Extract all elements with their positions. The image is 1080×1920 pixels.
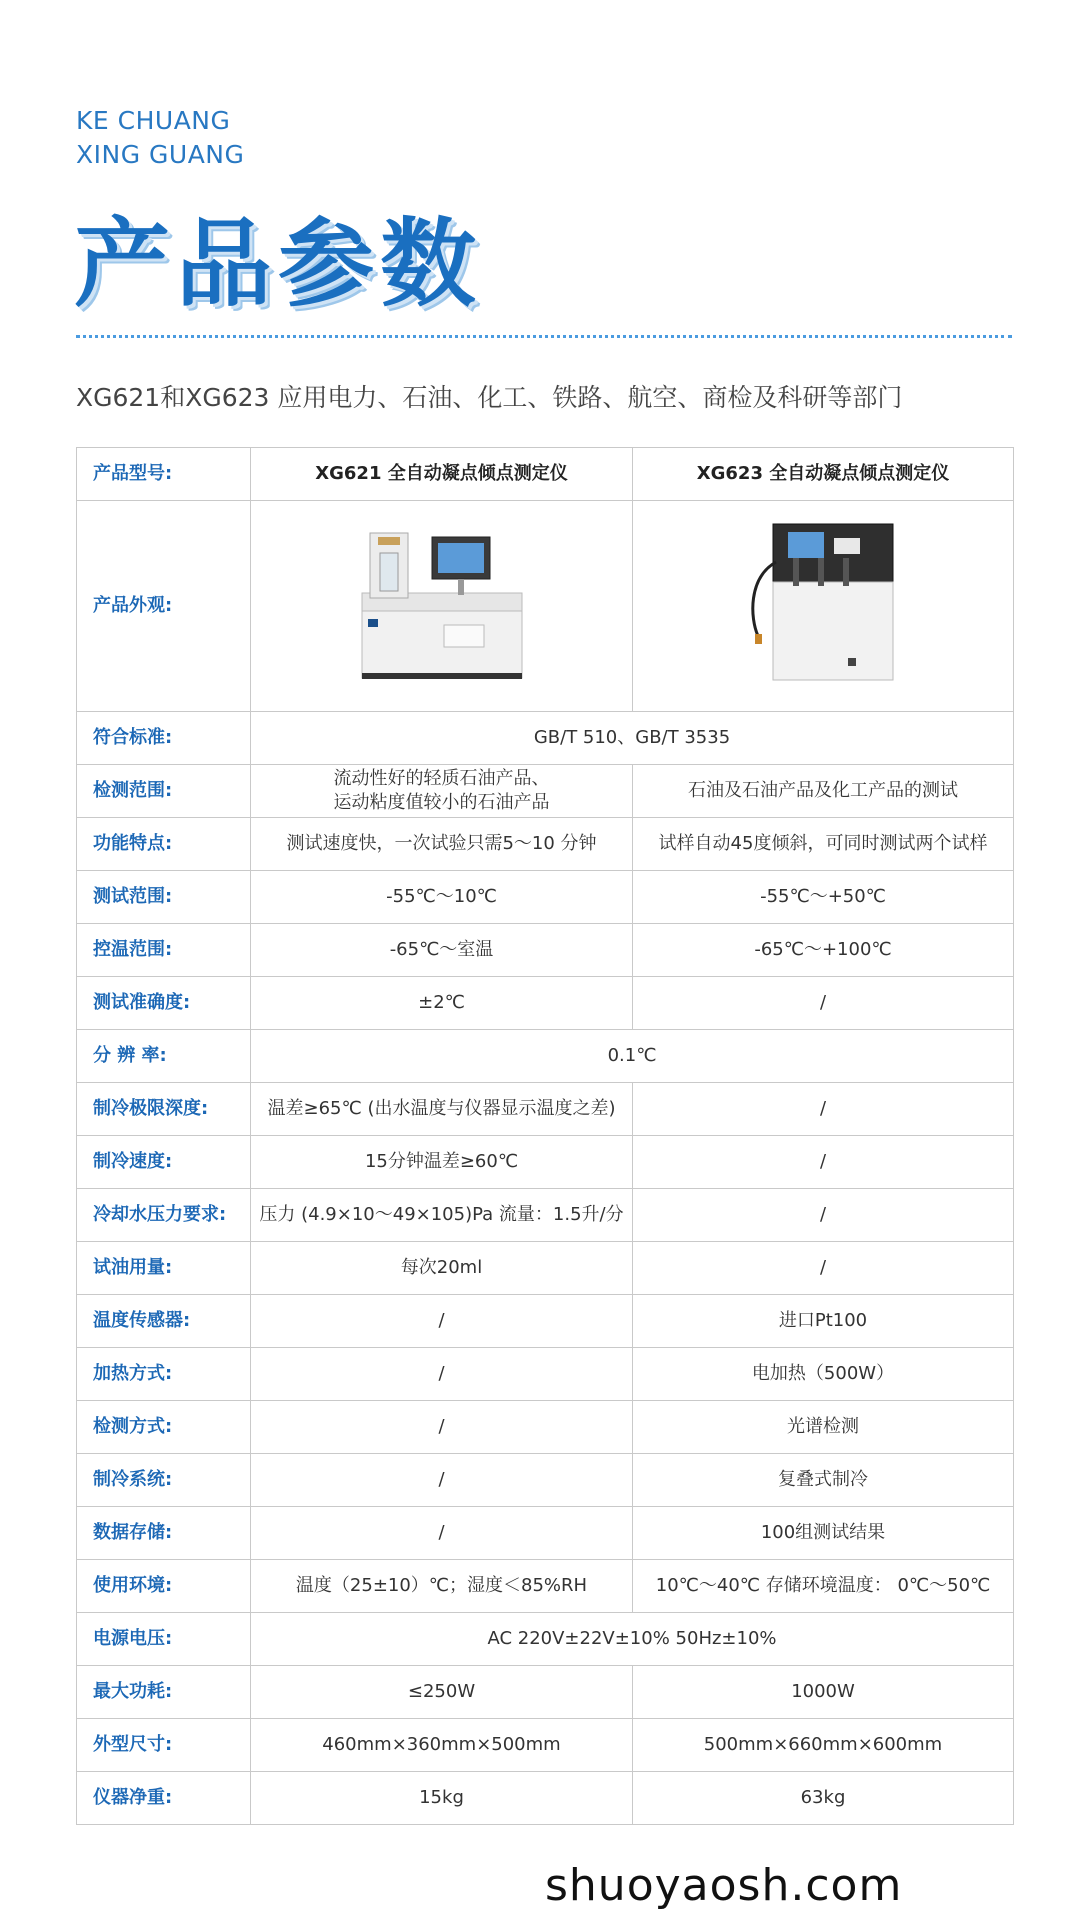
row-value-xg623: 试样自动45度倾斜，可同时测试两个试样 [633,818,1014,871]
website-watermark: shuoyaosh.com [545,1860,903,1911]
row-value-xg621: 15分钟温差≥60℃ [251,1136,633,1189]
row-label: 仪器净重: [77,1772,251,1825]
brand-line-1: KE CHUANG [76,106,231,135]
row-value-merged: 0.1℃ [251,1030,1014,1083]
brand-logo-text [76,104,244,172]
row-value-xg621: / [251,1348,633,1401]
spec-row-detection-range [77,765,1014,818]
row-value-xg623: 光谱检测 [633,1401,1014,1454]
spec-row-resolution [77,1030,1014,1083]
row-value-xg621: -55℃～10℃ [251,871,633,924]
xg623-image-cell [633,501,1014,712]
row-value-xg623: 500mm×660mm×600mm [633,1719,1014,1772]
row-value-xg621: 15kg [251,1772,633,1825]
row-value-xg621: / [251,1401,633,1454]
spec-row-weight [77,1772,1014,1825]
spec-row-temp-control [77,924,1014,977]
row-value-xg623: 100组测试结果 [633,1507,1014,1560]
spec-row-oil-usage [77,1242,1014,1295]
row-value-xg621: ±2℃ [251,977,633,1030]
row-label: 符合标准: [77,712,251,765]
row-value-xg623: / [633,1136,1014,1189]
row-value-xg623: 复叠式制冷 [633,1454,1014,1507]
row-value-merged: GB/T 510、GB/T 3535 [251,712,1014,765]
spec-row-features [77,818,1014,871]
row-label: 使用环境: [77,1560,251,1613]
row-label: 分 辨 率: [77,1030,251,1083]
spec-row-accuracy [77,977,1014,1030]
spec-row-standard [77,712,1014,765]
row-label: 检测方式: [77,1401,251,1454]
xg621-image-cell [251,501,633,712]
row-value-xg621: -65℃～室温 [251,924,633,977]
row-value-xg623: / [633,977,1014,1030]
appearance-row [77,501,1014,712]
spec-row-cooling-speed [77,1136,1014,1189]
row-label: 加热方式: [77,1348,251,1401]
spec-row-environment [77,1560,1014,1613]
spec-row-cooling-system [77,1454,1014,1507]
page-title: 产品参数 [74,207,482,320]
row-label: 试油用量: [77,1242,251,1295]
row-label: 外型尺寸: [77,1719,251,1772]
row-label: 产品型号: [77,448,251,501]
model-xg623-title: XG623 全自动凝点倾点测定仪 [633,448,1014,501]
intro-text: XG621和XG623 应用电力、石油、化工、铁路、航空、商检及科研等部门 [76,383,903,412]
value-line: 运动粘度值较小的石油产品 [333,792,550,813]
spec-row-water-pressure [77,1189,1014,1242]
row-value-xg621 [251,765,633,818]
row-value-xg621: / [251,1295,633,1348]
spec-row-max-power [77,1666,1014,1719]
row-value-xg623: -65℃～+100℃ [633,924,1014,977]
model-xg621-title: XG621 全自动凝点倾点测定仪 [251,448,633,501]
row-value-xg621: / [251,1454,633,1507]
row-value-xg621: 压力 (4.9×10～49×105)Pa 流量：1.5升/分 [251,1189,633,1242]
row-value-xg623: / [633,1083,1014,1136]
row-label: 产品外观: [77,501,251,712]
spec-row-heating [77,1348,1014,1401]
xg621-instrument-photo [352,523,532,683]
spec-row-power-voltage [77,1613,1014,1666]
row-value-xg621: ≤250W [251,1666,633,1719]
row-value-xg621: 温差≥65℃ (出水温度与仪器显示温度之差) [251,1083,633,1136]
row-label: 电源电压: [77,1613,251,1666]
row-label: 温度传感器: [77,1295,251,1348]
row-label: 控温范围: [77,924,251,977]
spec-table [76,447,1014,1825]
row-value-xg621: 温度（25±10）℃；湿度＜85%RH [251,1560,633,1613]
row-label: 功能特点: [77,818,251,871]
row-value-xg623: 10℃～40℃ 存储环境温度： 0℃～50℃ [633,1560,1014,1613]
spec-row-detection-method [77,1401,1014,1454]
row-value-xg621: 测试速度快，一次试验只需5～10 分钟 [251,818,633,871]
row-label: 制冷速度: [77,1136,251,1189]
row-label: 数据存储: [77,1507,251,1560]
table-header-row [77,448,1014,501]
row-label: 测试准确度: [77,977,251,1030]
spec-row-dimensions [77,1719,1014,1772]
xg623-instrument-photo [738,518,908,688]
row-value-xg621: 每次20ml [251,1242,633,1295]
spec-row-temp-sensor [77,1295,1014,1348]
row-value-xg623: -55℃～+50℃ [633,871,1014,924]
row-value-xg623: 63kg [633,1772,1014,1825]
row-value-merged: AC 220V±22V±10% 50Hz±10% [251,1613,1014,1666]
row-value-xg621: / [251,1507,633,1560]
row-value-xg623: 1000W [633,1666,1014,1719]
brand-line-2: XING GUANG [76,140,245,169]
spec-row-cooling-depth [77,1083,1014,1136]
row-label: 检测范围: [77,765,251,818]
value-line: 流动性好的轻质石油产品、 [333,768,550,789]
spec-row-test-range [77,871,1014,924]
row-label: 测试范围: [77,871,251,924]
row-value-xg623: / [633,1242,1014,1295]
row-value-xg623: / [633,1189,1014,1242]
row-value-xg623: 进口Pt100 [633,1295,1014,1348]
row-label: 制冷极限深度: [77,1083,251,1136]
row-label: 冷却水压力要求: [77,1189,251,1242]
dotted-divider [76,335,1012,338]
row-value-xg623: 电加热（500W） [633,1348,1014,1401]
spec-row-data-storage [77,1507,1014,1560]
row-value-xg623: 石油及石油产品及化工产品的测试 [633,765,1014,818]
row-label: 制冷系统: [77,1454,251,1507]
row-label: 最大功耗: [77,1666,251,1719]
row-value-xg621: 460mm×360mm×500mm [251,1719,633,1772]
